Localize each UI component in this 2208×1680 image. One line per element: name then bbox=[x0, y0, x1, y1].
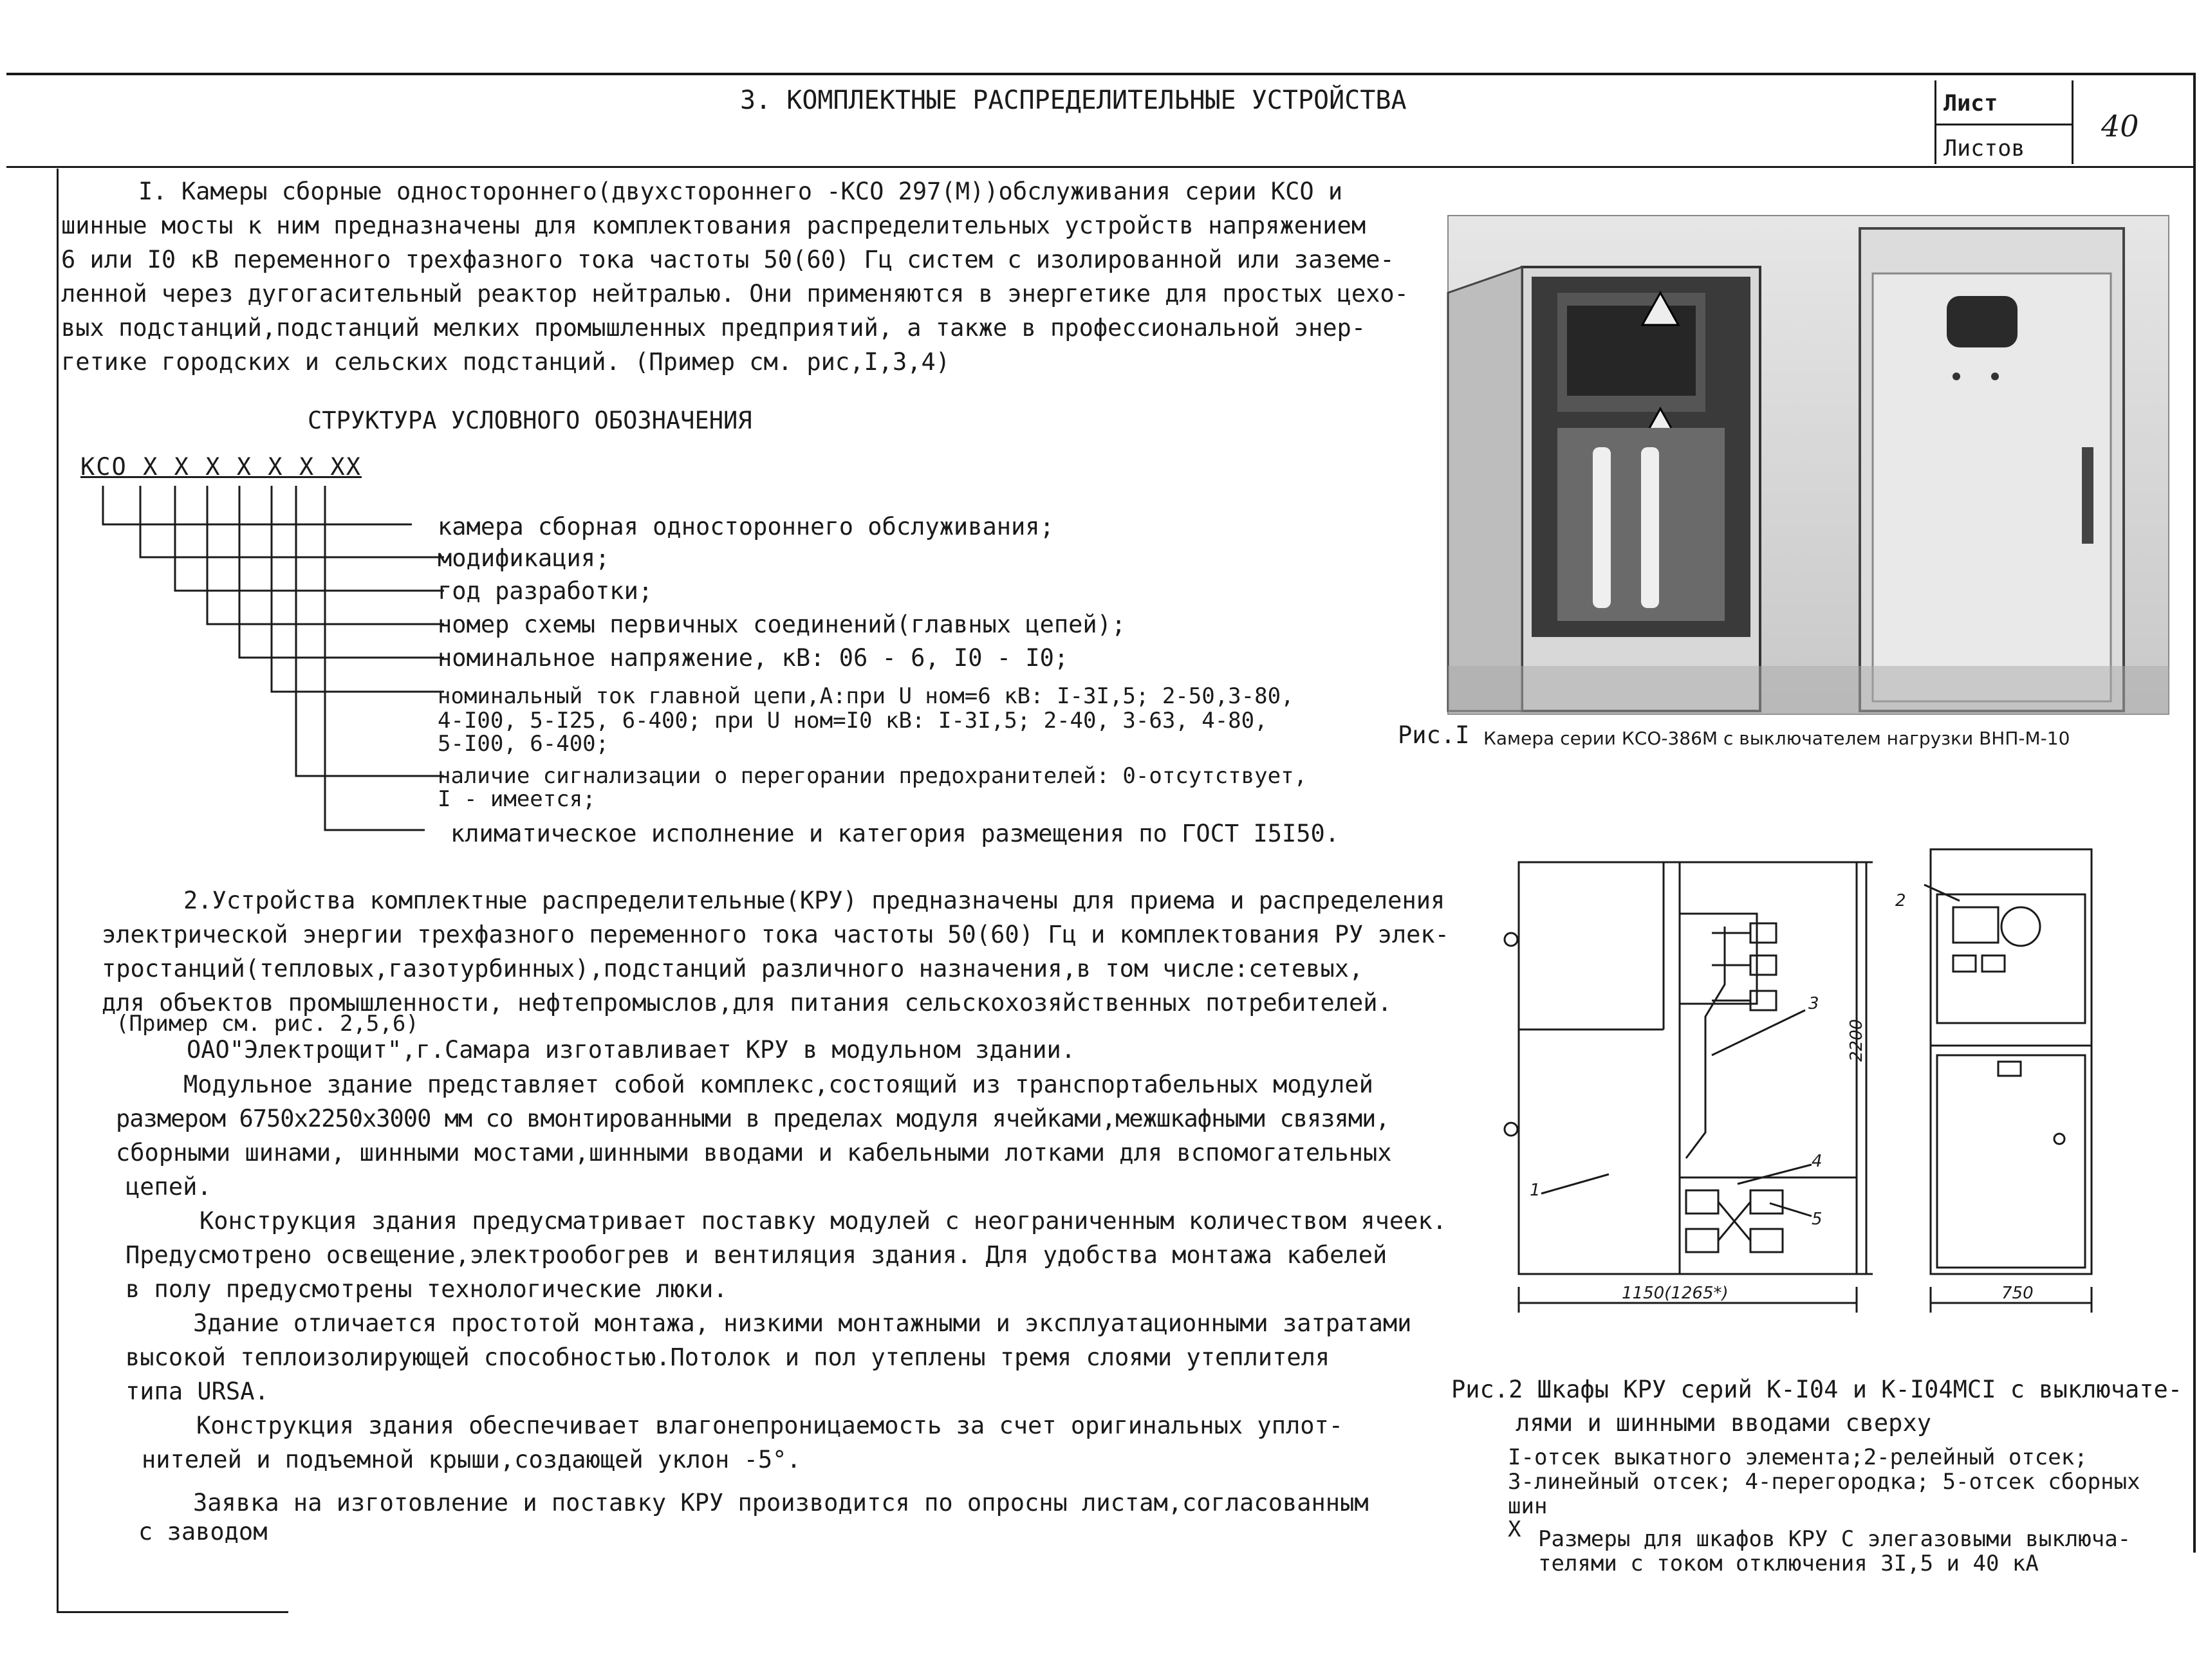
dim-width-right: 750 bbox=[2001, 1284, 2034, 1303]
section2-line-1: 2.Устройства комплектные распределительные(КРУ) предназначены для приема и распределения bbox=[183, 887, 1445, 914]
figure2-caption-1: Рис.2 Шкафы КРУ серий К-I04 и К-I04МСI с выключате- bbox=[1451, 1376, 2183, 1403]
structure-item-2: модификация; bbox=[438, 544, 610, 572]
section2-line-18: нителей и подъемной крыши,создающей уклон -5°. bbox=[142, 1446, 801, 1473]
callout-4: 4 bbox=[1812, 1152, 1823, 1171]
section2-line-12: Предусмотрено освещение,электрообогрев и вентиляция здания. Для удобства монтажа кабелей bbox=[125, 1241, 1387, 1269]
section2-line-13: в полу предусмотрены технологические люки. bbox=[125, 1275, 728, 1303]
structure-code: КСО Х Х Х Х Х Х ХХ bbox=[80, 453, 362, 481]
structure-item-1: камера сборная одностороннего обслуживания; bbox=[438, 513, 1054, 540]
section2-line-15: высокой теплоизолирующей способностью.Потолок и пол утеплены тремя слоями утеплителя bbox=[125, 1343, 1330, 1371]
callout-3: 3 bbox=[1808, 994, 1819, 1013]
structure-item-6b: 4-I00, 5-I25, 6-400; при U ном=I0 кВ: I-3I,5; 2-40, 3-63, 4-80, bbox=[438, 708, 1268, 734]
section1-line-1: I. Камеры сборные одностороннего(двухстороннего -КСО 297(М))обслуживания серии КСО и bbox=[138, 178, 1343, 205]
section1-line-5: вых подстанций,подстанций мелких промышленных предприятий, а также в профессиональной энер- bbox=[61, 314, 1366, 342]
page-title: 3. КОМПЛЕКТНЫЕ РАСПРЕДЕЛИТЕЛЬНЫЕ УСТРОЙСТВА bbox=[740, 86, 1407, 115]
callout-5: 5 bbox=[1812, 1210, 1823, 1229]
section2-line-11: Конструкция здания предусматривает поставку модулей с неограниченным количеством ячеек. bbox=[199, 1207, 1447, 1235]
section2-line-2: электрической энергии трехфазного переменного тока частоты 50(60) Гц и комплектования РУ элек- bbox=[102, 921, 1449, 948]
sheets-label: Листов bbox=[1944, 136, 2025, 162]
structure-item-3: год разработки; bbox=[438, 577, 653, 605]
figure2-legend-2: 3-линейный отсек; 4-перегородка; 5-отсек сборных bbox=[1508, 1469, 2140, 1495]
callout-1: 1 bbox=[1530, 1181, 1541, 1200]
structure-item-8: климатическое исполнение и категория размещения по ГОСТ I5I50. bbox=[450, 820, 1340, 847]
section1-line-3: 6 или I0 кВ переменного трехфазного тока частоты 50(60) Гц систем с изолированной или заземе- bbox=[61, 246, 1395, 273]
figure2-note-1: Размеры для шкафов КРУ С элегазовыми выключа- bbox=[1538, 1526, 2131, 1552]
figure2-drawing bbox=[1480, 836, 2124, 1338]
figure2-legend-3: шин bbox=[1508, 1493, 1548, 1519]
structure-heading: СТРУКТУРА УСЛОВНОГО ОБОЗНАЧЕНИЯ bbox=[308, 407, 752, 434]
section1-line-2: шинные мосты к ним предназначены для комплектования распределительных устройств напряжением bbox=[61, 212, 1366, 239]
sheet-number: 40 bbox=[2101, 109, 2139, 143]
section2-line-4: для объектов промышленности, нефтепромыслов,для питания сельскохозяйственных потребителей. bbox=[102, 989, 1392, 1017]
section2-line-6: ОАО"Электрощит",г.Самара изготавливает КРУ в модульном здании. bbox=[187, 1036, 1076, 1064]
figure2-note-2: телями с током отключения 3I,5 и 40 кА bbox=[1538, 1551, 2039, 1576]
section2-line-9: сборными шинами, шинными мостами,шинными вводами и кабельными лотками для вспомогательных bbox=[116, 1139, 1392, 1167]
section2-line-7: Модульное здание представляет собой комплекс,состоящий из транспортабельных модулей bbox=[183, 1071, 1373, 1098]
structure-item-5: номинальное напряжение, кВ: 06 - 6, I0 - I0; bbox=[438, 644, 1069, 672]
section2-line-17: Конструкция здания обеспечивает влагонепроницаемость за счет оригинальных уплот- bbox=[196, 1412, 1344, 1439]
dim-height: 2200 bbox=[1847, 1019, 1866, 1062]
structure-item-7a: наличие сигнализации о перегорании предохранителей: 0-отсутствует, bbox=[438, 763, 1308, 789]
section2-line-14: Здание отличается простотой монтажа, низкими монтажными и эксплуатационными затратами bbox=[193, 1309, 1412, 1337]
section2-line-3: тростанций(тепловых,газотурбинных),подстанций различного назначения,в том числе:сетевых, bbox=[102, 955, 1364, 983]
section2-line-16: типа URSA. bbox=[125, 1378, 269, 1405]
section2-line-10: цепей. bbox=[125, 1173, 212, 1201]
figure2-note-mark: Х bbox=[1508, 1517, 1521, 1542]
section2-line-20: с заводом bbox=[138, 1518, 268, 1546]
callout-2: 2 bbox=[1895, 891, 1906, 910]
section1-line-4: ленной через дугогасительный реактор нейтралью. Они применяются в энергетике для простых цехо- bbox=[61, 280, 1409, 308]
structure-item-4: номер схемы первичных соединений(главных цепей); bbox=[438, 611, 1126, 638]
figure1-caption: Камера серии КСО-386М с выключателем нагрузки ВНП-М-10 bbox=[1483, 728, 2070, 749]
structure-item-6a: номинальный ток главной цепи,А:при U ном=6 кВ: I-3I,5; 2-50,3-80, bbox=[438, 683, 1294, 709]
dim-width-left: 1150(1265*) bbox=[1622, 1284, 1729, 1303]
figure1-photo bbox=[1448, 216, 2169, 714]
section1-line-6: гетике городских и сельских подстанций. (Пример см. рис,I,3,4) bbox=[61, 348, 951, 376]
structure-item-6c: 5-I00, 6-400; bbox=[438, 731, 609, 757]
sheet-label: Лист bbox=[1944, 91, 1998, 116]
section2-line-19: Заявка на изготовление и поставку КРУ производится по опросны листам,согласованным bbox=[193, 1489, 1369, 1517]
structure-item-7b: I - имеется; bbox=[438, 786, 596, 812]
figure1-caption-prefix: Рис.I bbox=[1398, 721, 1470, 749]
figure2-caption-2: лями и шинными вводами сверху bbox=[1516, 1409, 1932, 1437]
section2-line-8: размером 6750х2250х3000 мм со вмонтированными в пределах модуля ячейками,межшкафными связями, bbox=[116, 1105, 1389, 1132]
section2-line-5: (Пример см. рис. 2,5,6) bbox=[116, 1011, 419, 1037]
figure2-legend-1: I-отсек выкатного элемента;2-релейный отсек; bbox=[1508, 1445, 2088, 1470]
